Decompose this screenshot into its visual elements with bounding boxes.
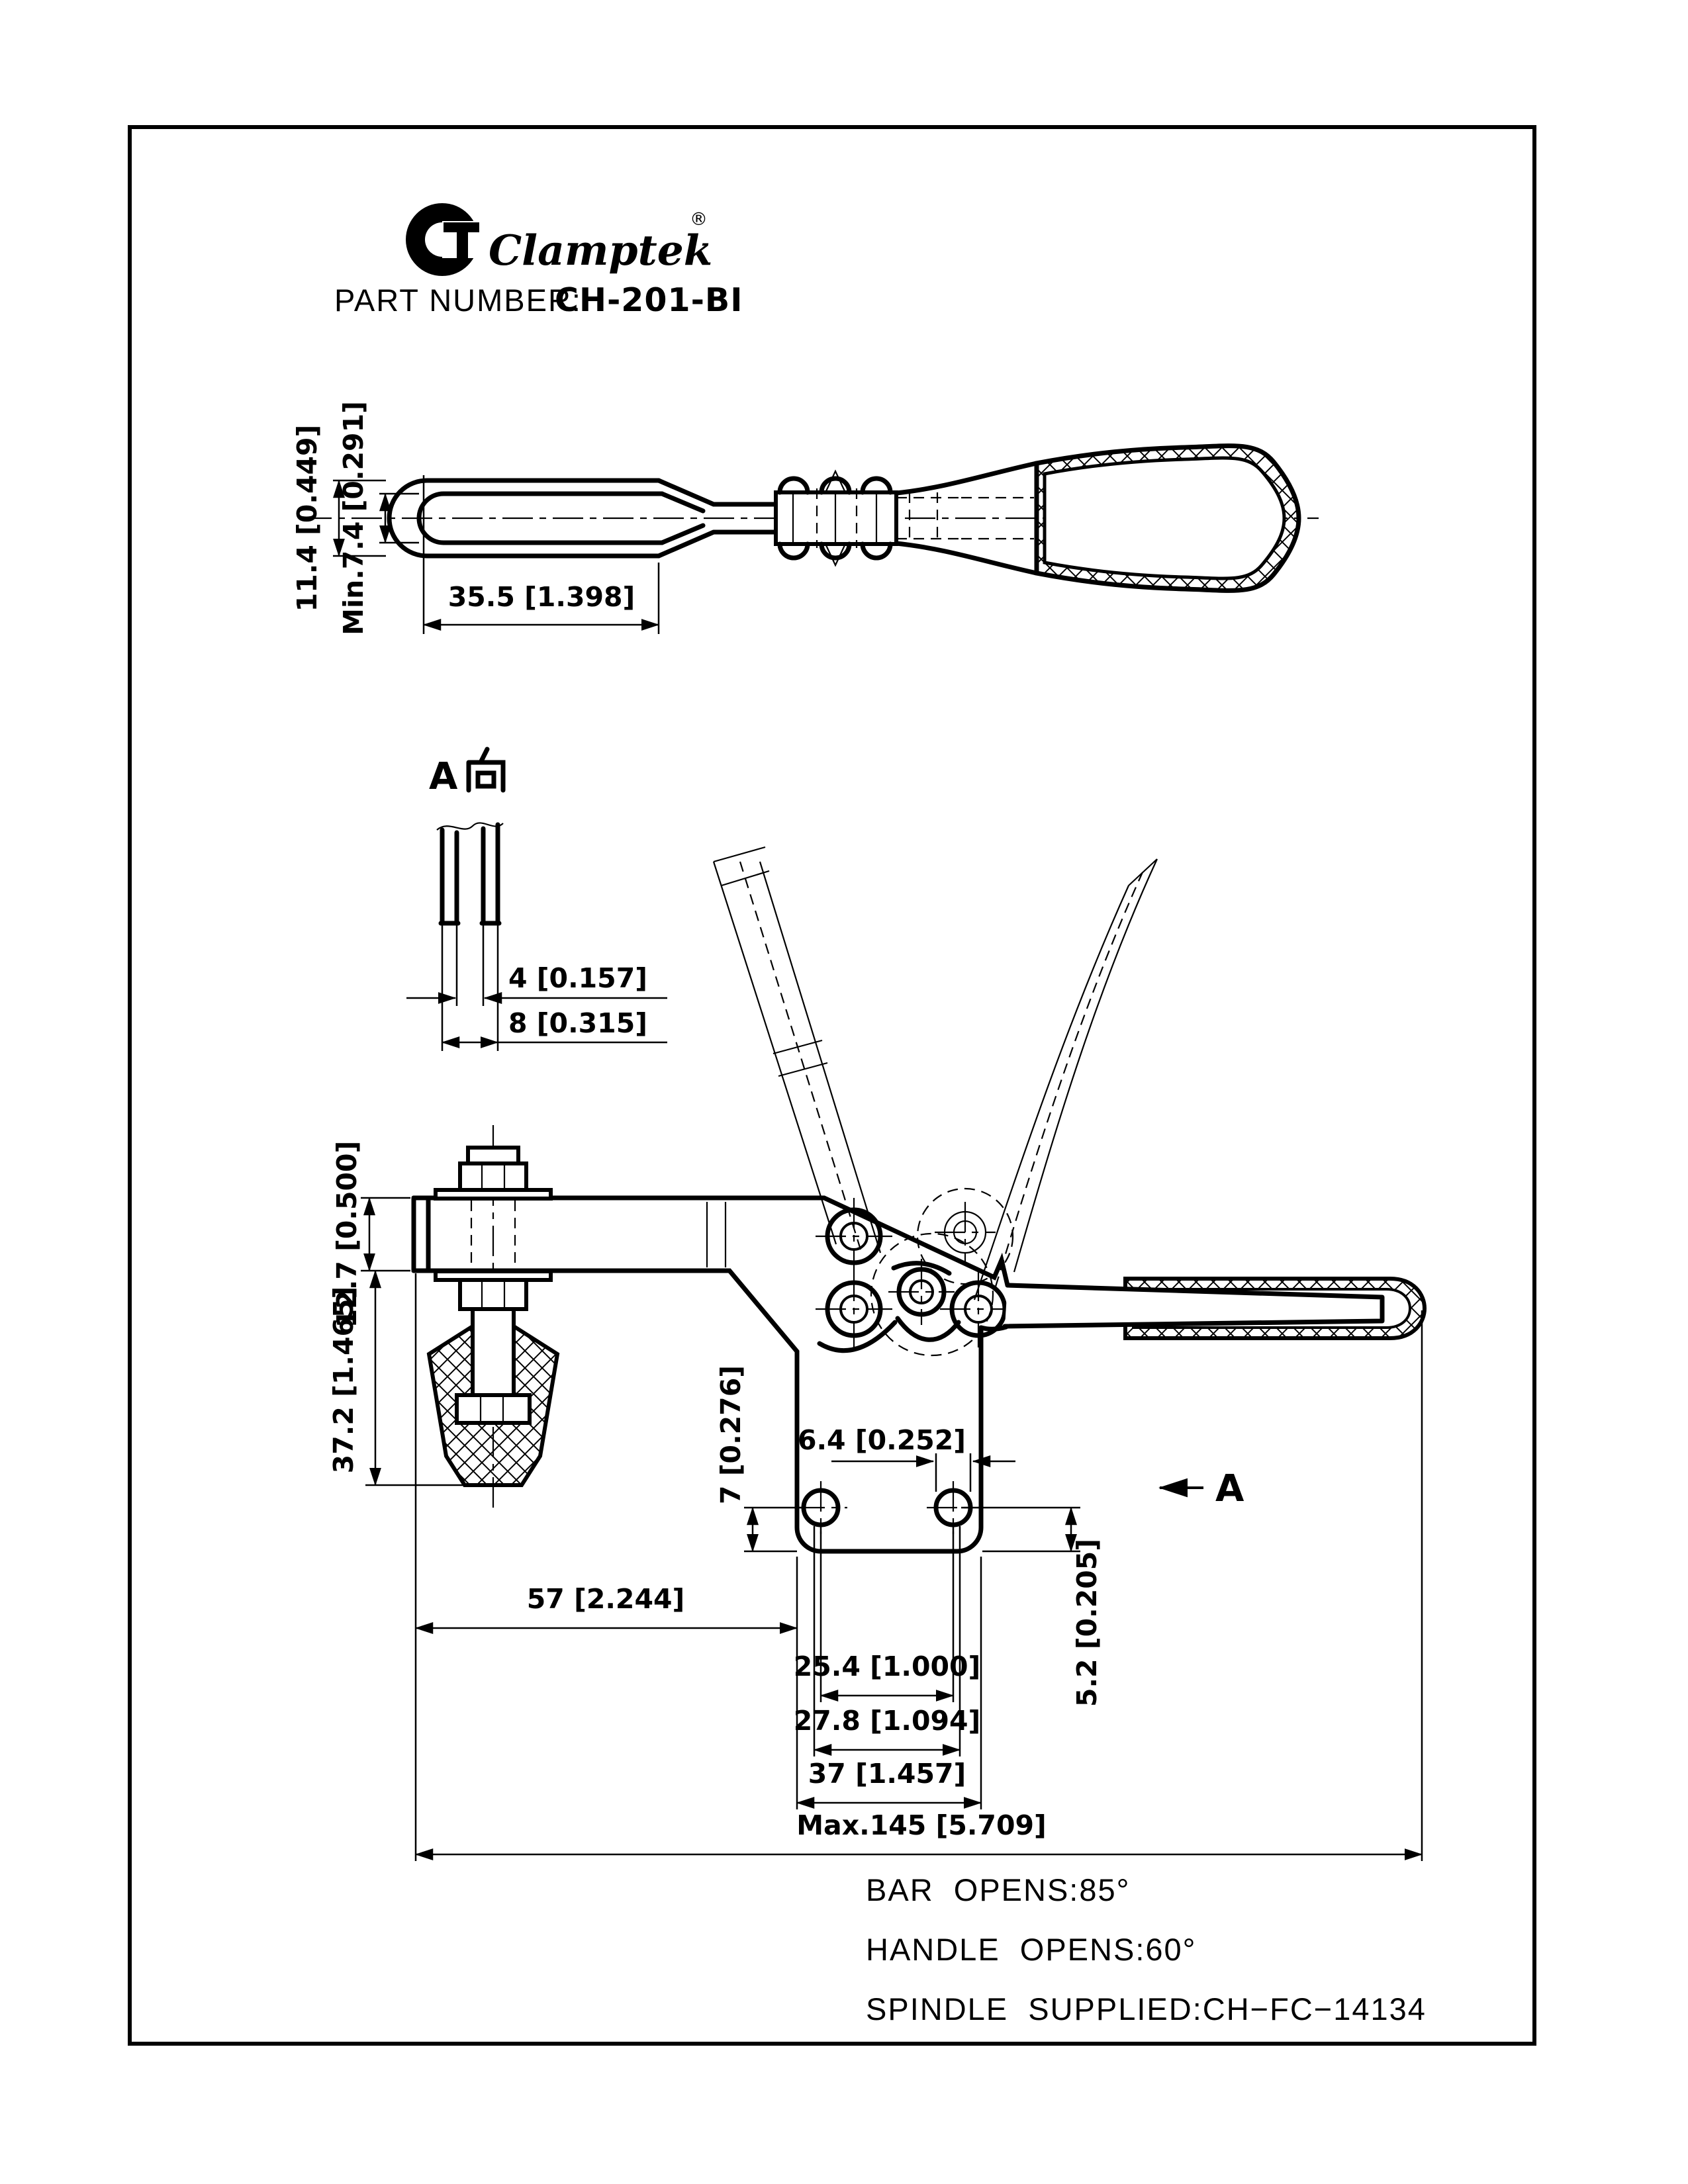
dim-bar-height: 12.7 [0.500] (331, 1140, 363, 1328)
embedded-nut (457, 1395, 530, 1423)
dim-hole-diameter: 6.4 [0.252] (797, 1424, 966, 1456)
note-handle-opens: HANDLE OPENS:60° (866, 1932, 1197, 1967)
dim-base-width: 37 [1.457] (808, 1758, 966, 1790)
dim-bar-length: 35.5 [1.398] (447, 581, 635, 613)
dim-hole-pitch-2: 27.8 [1.094] (793, 1705, 981, 1737)
registered-trademark: ® (690, 209, 708, 230)
dim-inner-height: Min.7.4 [0.291] (338, 401, 369, 635)
dim-max-length: Max.145 [5.709] (796, 1809, 1047, 1841)
note-spindle-supplied: SPINDLE SUPPLIED:CH−FC−14134 (866, 1991, 1427, 2026)
dim-outer-height: 11.4 [0.449] (291, 424, 323, 612)
lower-hex-nut (460, 1280, 526, 1309)
threaded-rod (473, 1309, 514, 1395)
dim-slot-width: 4 [0.157] (508, 962, 647, 994)
upper-hex-nut (460, 1163, 526, 1190)
dim-left-offset: 57 [2.244] (526, 1583, 685, 1615)
dim-hole-pitch: 25.4 [1.000] (793, 1651, 981, 1682)
upper-flange-washer (436, 1190, 551, 1199)
dim-hole-to-bottom: 5.2 [0.205] (1071, 1538, 1103, 1707)
note-bar-opens: BAR OPENS:85° (866, 1872, 1131, 1907)
spindle-top-end (468, 1148, 518, 1163)
view-arrow-label: A (1215, 1467, 1244, 1510)
part-number-value: CH-201-BI (555, 281, 743, 319)
logo-text: Clamptek (489, 226, 713, 275)
dim-spindle-drop: 37.2 [1.465] (328, 1286, 359, 1474)
section-label-letter: A (429, 755, 458, 798)
part-number-label: PART NUMBER: (334, 283, 582, 318)
dim-outer-width: 8 [0.315] (508, 1007, 647, 1039)
handle-grip-inner-topview (1045, 458, 1284, 578)
dim-hole-to-edge: 7 [0.276] (715, 1365, 747, 1504)
